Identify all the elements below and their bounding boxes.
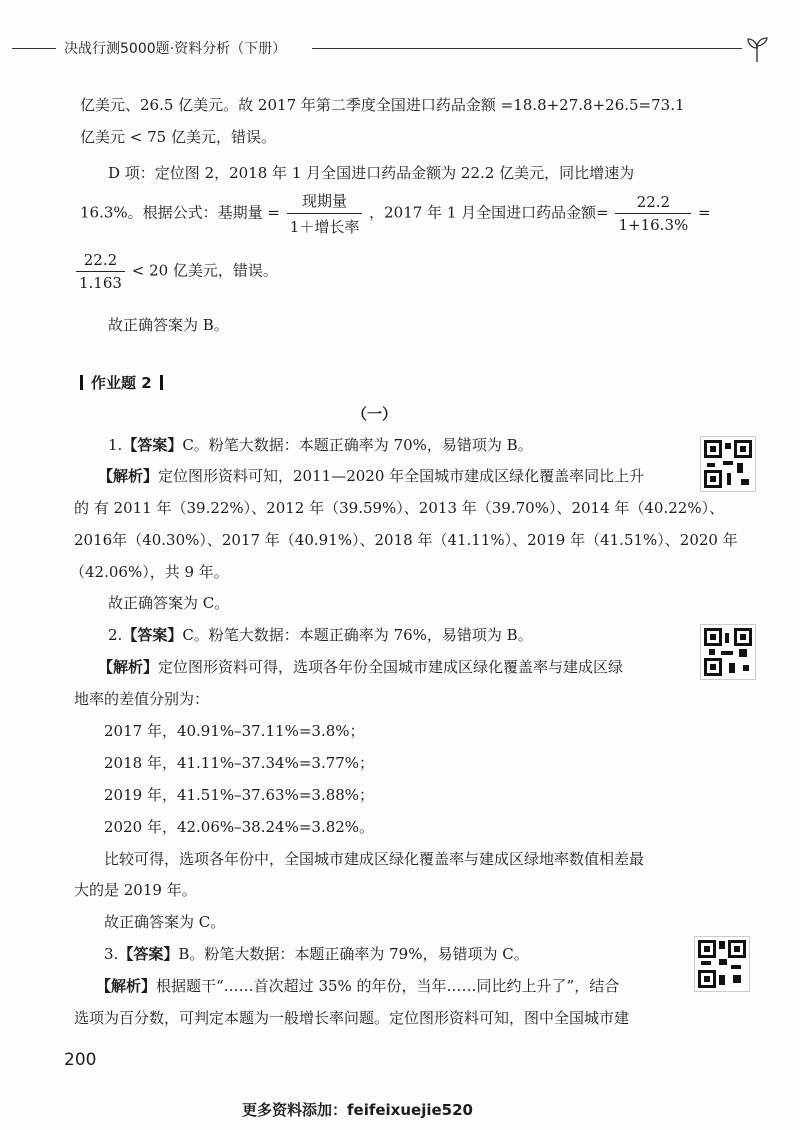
q1-analysis-line xyxy=(98,465,644,486)
answer-line: 故正确答案为 B。 xyxy=(108,316,229,334)
answer-text: C。粉笔大数据：本题正确率为 76%，易错项为 B。 xyxy=(182,626,533,644)
answer-tag: 【答案】 xyxy=(122,436,183,454)
page-number: 200 xyxy=(64,1050,97,1070)
text-segment: < 20 亿美元，错误。 xyxy=(131,261,278,280)
q2-analysis-line xyxy=(98,656,623,677)
fraction-numerator: 22.2 xyxy=(615,193,691,214)
heading-bar-left xyxy=(80,375,83,390)
text-line: 的 有 2011 年（39.22%）、2012 年（39.59%）、2013 年（39.70%）、2014 年（40.22%）、 xyxy=(74,499,725,517)
header-rule-left xyxy=(12,48,56,49)
answer-tag: 【答案】 xyxy=(118,945,179,963)
q2-answer-line xyxy=(108,624,533,645)
text-line: 大的是 2019 年。 xyxy=(74,881,197,899)
fraction-denominator: 1＋增长率 xyxy=(289,218,360,236)
analysis-tag: 【解析】 xyxy=(96,977,157,995)
analysis-text: 根据题干“……首次超过 35% 的年份，当年……同比约上升了”，结合 xyxy=(156,977,620,995)
fraction-result xyxy=(76,251,125,292)
qr-code-icon xyxy=(700,624,756,680)
section-title: 作业题 2 xyxy=(91,374,152,392)
header-rule-right xyxy=(312,48,742,49)
fraction-numerator: 22.2 xyxy=(76,251,125,272)
analysis-tag: 【解析】 xyxy=(98,467,159,485)
text-line: （42.06%），共 9 年。 xyxy=(70,563,229,581)
answer-tag: 【答案】 xyxy=(122,626,183,644)
analysis-text: 定位图形资料可得，选项各年份全国城市建成区绿化覆盖率与建成区绿 xyxy=(158,658,624,676)
answer-text: C。粉笔大数据：本题正确率为 70%，易错项为 B。 xyxy=(182,436,533,454)
formula-line xyxy=(74,251,278,292)
fraction-denominator: 1.163 xyxy=(79,274,122,292)
text-line: D 项：定位图 2，2018 年 1 月全国进口药品金额为 22.2 亿美元，同比增速为 xyxy=(108,164,635,182)
q3-answer-line xyxy=(104,943,529,964)
section-heading xyxy=(80,372,171,393)
text-segment: 16.3%。根据公式：基期量 = xyxy=(80,203,280,222)
text-segment: = xyxy=(698,203,711,222)
text-segment: ，2017 年 1 月全国进口药品金额= xyxy=(369,203,609,222)
header-title: 决战行测5000题·资料分析（下册） xyxy=(64,41,287,57)
sprout-icon xyxy=(742,34,772,64)
fraction-base-formula xyxy=(287,190,363,237)
text-line: 地率的差值分别为： xyxy=(74,690,210,708)
fraction-numerator: 现期量 xyxy=(287,190,363,214)
footer-note: 更多资料添加：feifeixuejie520 xyxy=(242,1101,473,1119)
question-number: 3. xyxy=(104,945,119,963)
calc-line: 2019 年，41.51%–37.63%=3.88%； xyxy=(104,786,375,804)
question-number: 2. xyxy=(108,626,123,644)
text-line: 2016年（40.30%）、2017 年（40.91%）、2018 年（41.11%）、2019 年（41.51%）、2020 年 xyxy=(74,531,738,549)
calc-line: 2017 年，40.91%–37.11%=3.8%； xyxy=(104,722,365,740)
text-line: 比较可得，选项各年份中，全国城市建成区绿化覆盖率与建成区绿地率数值相差最 xyxy=(104,850,645,868)
analysis-text: 定位图形资料可知，2011—2020 年全国城市建成区绿化覆盖率同比上升 xyxy=(158,467,645,485)
running-header xyxy=(12,36,782,60)
text-line: 选项为百分数，可判定本题为一般增长率问题。定位图形资料可知，图中全国城市建 xyxy=(74,1009,630,1027)
fraction-denominator: 1+16.3% xyxy=(618,216,689,234)
answer-text: B。粉笔大数据：本题正确率为 79%，易错项为 C。 xyxy=(178,945,529,963)
q3-analysis-line xyxy=(96,975,619,996)
formula-line xyxy=(80,190,711,237)
q1-answer-line xyxy=(108,434,533,455)
text-line: 亿美元 < 75 亿美元，错误。 xyxy=(80,128,276,146)
analysis-tag: 【解析】 xyxy=(98,658,159,676)
qr-code-icon xyxy=(694,936,750,992)
answer-line: 故正确答案为 C。 xyxy=(108,594,230,612)
answer-line: 故正确答案为 C。 xyxy=(104,913,226,931)
text-line: 亿美元、26.5 亿美元。故 2017 年第二季度全国进口药品金额 =18.8+27.8+26.5=73.1 xyxy=(80,96,685,114)
heading-bar-right xyxy=(160,375,163,390)
question-number: 1. xyxy=(108,436,123,454)
calc-line: 2018 年，41.11%–37.34%=3.77%； xyxy=(104,754,375,772)
qr-code-icon xyxy=(700,436,756,492)
fraction-calculation xyxy=(615,193,691,234)
subsection-title: （一） xyxy=(352,405,398,423)
calc-line: 2020 年，42.06%–38.24%=3.82%。 xyxy=(104,818,375,836)
